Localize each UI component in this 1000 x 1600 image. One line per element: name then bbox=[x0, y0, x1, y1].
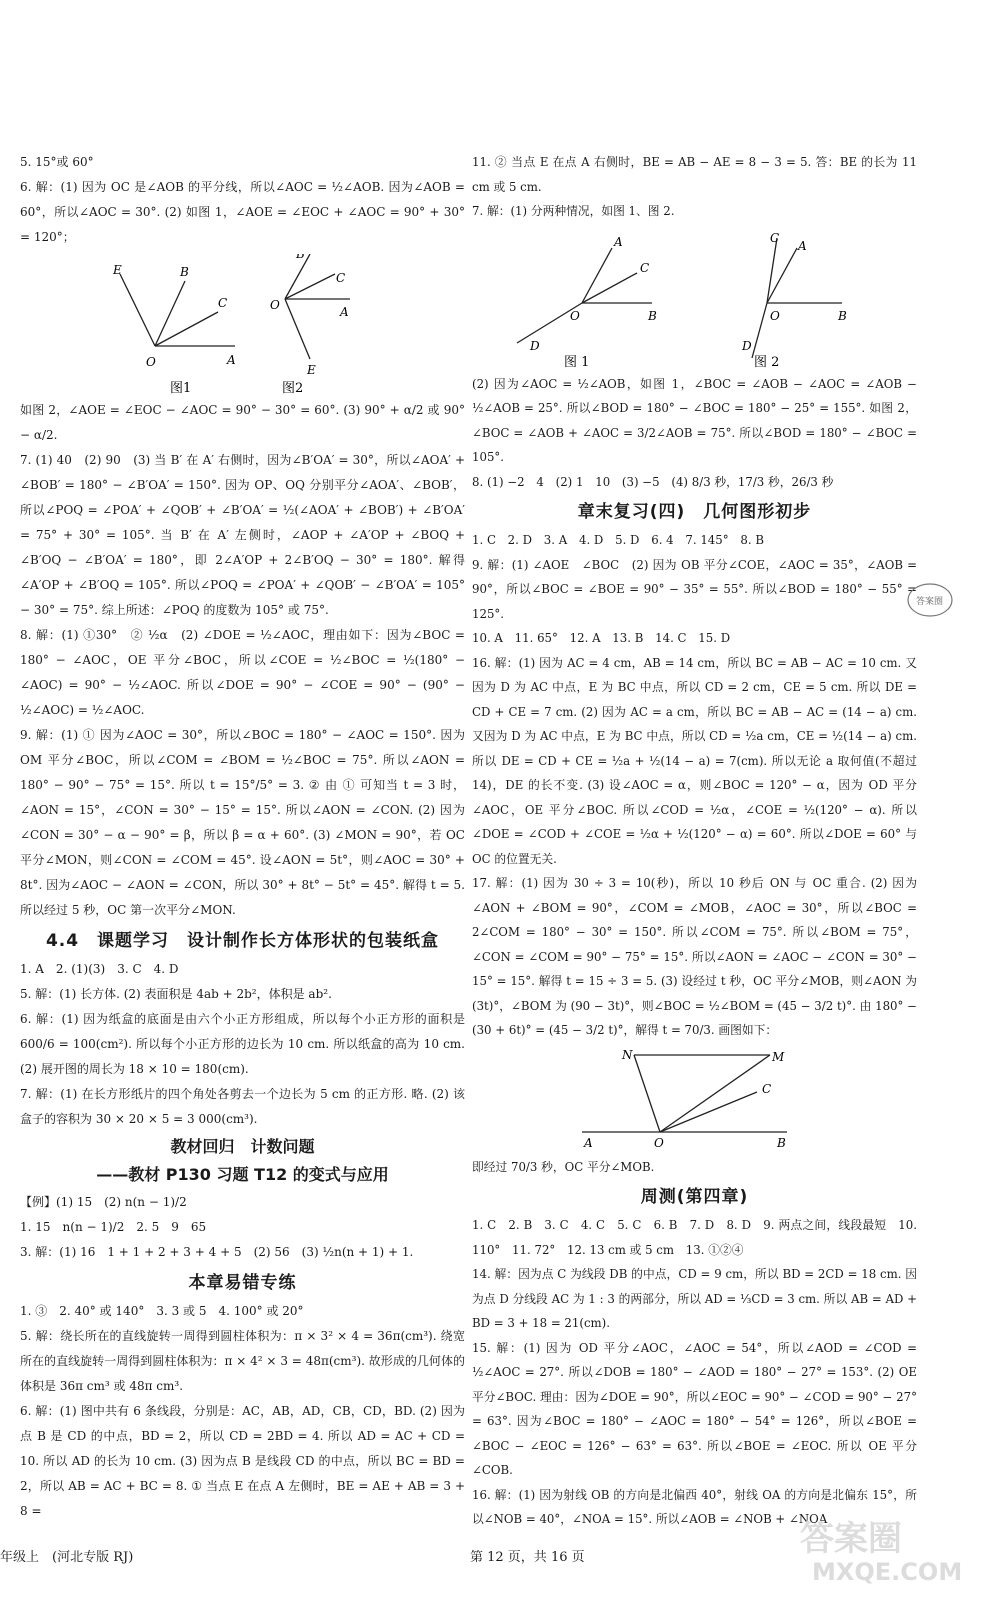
answer-paragraph: 如图 2，∠AOE = ∠EOC − ∠AOC = 90° − 30° = 60°. (3) 90° + α/2 或 90° − α/2. bbox=[20, 403, 465, 442]
section-heading: 本章易错专练 bbox=[188, 1273, 297, 1293]
answer-paragraph: 10. A 11. 65° 12. A 13. B 14. C 15. D bbox=[472, 631, 731, 645]
label-A: A bbox=[584, 1135, 593, 1150]
answer-paragraph: 即经过 70/3 秒，OC 平分∠MOB. bbox=[472, 1159, 655, 1174]
fig2-label-B: B bbox=[838, 308, 847, 323]
answer-paragraph: 9. 解：(1) ① 因为∠AOC = 30°，所以∠BOC = 180° − ∠AOC = 150°. 因为 OM 平分∠BOC，所以∠COM = ∠BOM = ½∠BOC = 75°. 所以∠AON = 180° − 90° − 75° = 15°. 所以 t = 15°/5° = 3. ② 由 ① 可知当 t = 3 时，∠AON = 15°，∠CON = 30° − 15° = 15°. 所以∠AON = ∠CON. (2) 因为∠CON = 30° − α − 90° = β，所以 β = α + 60°. (3) ∠MON = 90°，若 OC 平分∠MON，则∠CON = ∠COM = 45°. 设∠AON = 5t°，则∠AOC = 30° + 8t°. 因为∠AOC − ∠AON = ∠CON，所以 30° + 8t° − 5t° = 45°. 解得 t = 5. 所以经过 5 秒，OC 第一次平分∠MON. bbox=[20, 728, 465, 917]
answer-paragraph: 9. 解：(1) ∠AOE ∠BOC (2) 因为 OB 平分∠COE，∠AOC = 35°，∠AOB = 90°，所以∠BOC = ∠BOE = 90° − 35° = 55°. 所以∠BOD = 180° − 55° = 125°. bbox=[472, 557, 917, 621]
answer-paragraph: 7. 解：(1) 分两种情况，如图 1、图 2. bbox=[472, 204, 675, 218]
fig1-label-C: C bbox=[640, 260, 650, 275]
answer-paragraph: 16. 解：(1) 因为 AC = 4 cm，AB = 14 cm，所以 BC = AB − AC = 10 cm. 又因为 D 为 AC 中点，E 为 BC 中点，所以 CD = 2 cm，CE = 5 cm. 所以 DE = CD + CE = 7 cm. (2) 因为 AC = a cm，所以 BC = AB − AC = (14 − a) cm. 又因为 D 为 AC 中点，E 为 BC 中点，所以 CD = ½a cm，CE = ½(14 − a) cm. 所以 DE = CD + CE = ½a + ½(14 − a) = 7(cm). 所以无论 a 取何值(不超过 14)，DE 的长不变. (3) 设∠AOC = α，则∠BOC = 120° − α，因为 OD 平分∠AOC，OE 平分∠BOC. 所以∠COD = ½α，∠COE = ½(120° − α). 所以∠DOE = ∠COD + ∠COE = ½α + ½(120° − α) = 60°. 所以∠DOE = 60° 与 OC 的位置无关. bbox=[472, 655, 917, 866]
stamp-text: 答案圈 bbox=[916, 597, 944, 607]
answer-paragraph: 6. 解：(1) 因为 OC 是∠AOB 的平分线，所以∠AOC = ½∠AOB. 因为∠AOB = 60°，所以∠AOC = 30°. (2) 如图 1，∠AOE = ∠EOC + ∠AOC = 90° + 30° = 120°； bbox=[20, 180, 465, 244]
angle-diagram bbox=[20, 254, 465, 394]
answer-stamp bbox=[905, 580, 955, 620]
fig1-label-D: D bbox=[530, 338, 540, 353]
answer-paragraph: 6. 解：(1) 图中共有 6 条线段，分别是：AC，AB，AD，CB，CD，BD. (2) 因为点 B 是 CD 的中点，BD = 2，所以 CD = 2BD = 4. 所以 AD = AC + CD = 10. 所以 AD 的长为 10 cm. (3) 因为点 B 是线段 CD 的中点，所以 BC = BD = 2，所以 AB = AC + BC = 8. ① 当点 E 在点 A 左侧时，BE = AE + AB = 3 + 8 = bbox=[20, 1404, 465, 1518]
answer-paragraph: 1. C 2. D 3. A 4. D 5. D 6. 4 7. 145° 8. B bbox=[472, 533, 764, 547]
angle-diagram bbox=[472, 228, 917, 368]
fig2-label-A: A bbox=[340, 305, 349, 319]
watermark-url: MXQE.COM bbox=[812, 1558, 963, 1586]
fig1-label-A: A bbox=[614, 234, 623, 249]
answer-paragraph: 5. 解：绕长所在的直线旋转一周得到圆柱体积为：π × 3² × 4 = 36π(cm³). 绕宽所在的直线旋转一周得到圆柱体积为：π × 4² × 3 = 48π(cm³). 故形成的几何体的体积是 36π cm³ 或 48π cm³. bbox=[20, 1329, 465, 1393]
answer-paragraph: 16. 解：(1) 因为射线 OB 的方向是北偏西 40°，射线 OA 的方向是北偏东 15°，所以∠NOB = 40°，∠NOA = 15°. 所以∠AOB = ∠NOB + ∠NOA bbox=[472, 1487, 917, 1526]
footer-page-number: 第 12 页，共 16 页 bbox=[470, 1550, 585, 1565]
answer-paragraph: 14. 解：因为点 C 为线段 DB 的中点，CD = 9 cm，所以 BD = 2CD = 18 cm. 因为点 D 分线段 AC 为 1 : 3 的两部分，所以 AD = ⅓CD = 3 cm. 所以 AB = AD + BD = 3 + 18 = 21(cm). bbox=[472, 1267, 917, 1330]
left-column bbox=[20, 150, 465, 1524]
section-heading: ——教材 P130 习题 T12 的变式与应用 bbox=[96, 1165, 389, 1184]
label-N: N bbox=[622, 1047, 633, 1062]
fig2-label-B: B bbox=[296, 254, 305, 261]
watermark bbox=[790, 1508, 980, 1588]
footer-grade: 年级上 (河北专版 RJ) bbox=[0, 1550, 134, 1565]
figure-rays-mob bbox=[472, 1047, 917, 1151]
answer-paragraph: 1. 15 n(n − 1)/2 2. 5 9 65 bbox=[20, 1220, 207, 1234]
answer-paragraph: 1. C 2. B 3. C 4. C 5. C 6. B 7. D 8. D 9. 两点之间，线段最短 10. 110° 11. 72° 12. 13 cm 或 5 cm 13. ①②④ bbox=[472, 1218, 917, 1257]
answer-paragraph: 7. (1) 40 (2) 90 (3) 当 B′ 在 A′ 右侧时，因为∠B′OA′ = 30°，所以∠AOA′ + ∠BOB′ = 180° − ∠B′OA′ = 150°. 因为 OP、OQ 分别平分∠AOA′、∠BOB′，所以∠POQ = ∠POA′ + ∠QOB′ + ∠B′OA′ = ½(∠AOA′ + ∠BOB′) + ∠B′OA′ = 75° + 30° = 105°. 当 B′ 在 A′ 左侧时，∠AOP + ∠A′OP + ∠BOQ + ∠B′OQ − ∠B′OA′ = 180°，即 2∠A′OP + 2∠B′OQ − 30° = 180°. 解得 ∠A′OP + ∠B′OQ = 105°. 所以∠POQ = ∠POA′ + ∠QOB′ − ∠B′OA′ = 105° − 30° = 75°. 综上所述：∠POQ 的度数为 105° 或 75°. bbox=[20, 453, 465, 617]
fig2-label-D: D bbox=[742, 338, 752, 353]
answer-paragraph: 【例】(1) 15 (2) n(n − 1)/2 bbox=[20, 1195, 187, 1209]
fig1-label-C: C bbox=[218, 296, 228, 310]
answer-paragraph: 7. 解：(1) 在长方形纸片的四个角处各剪去一个边长为 5 cm 的正方形. 略. (2) 该盒子的容积为 30 × 20 × 5 = 3 000(cm³). bbox=[20, 1087, 465, 1126]
answer-paragraph: 6. 解：(1) 因为纸盒的底面是由六个小正方形组成，所以每个小正方形的面积是 600/6 = 100(cm²). 所以每个小正方形的边长为 10 cm. 所以纸盒的高为 10 cm. (2) 展开图的周长为 18 × 10 = 180(cm). bbox=[20, 1012, 465, 1076]
right-column bbox=[472, 150, 917, 1532]
answer-paragraph: 5. 解：(1) 长方体. (2) 表面积是 4ab + 2b²，体积是 ab². bbox=[20, 987, 332, 1001]
diagram-1 bbox=[120, 274, 235, 346]
fig1-label-O: O bbox=[146, 355, 156, 369]
fig1-caption: 图 1 bbox=[564, 354, 590, 368]
fig1-label-E: E bbox=[113, 263, 122, 277]
fig2-label-A: A bbox=[798, 238, 807, 253]
diagram-1 bbox=[517, 248, 652, 343]
answer-paragraph: 3. 解：(1) 16 1 + 1 + 2 + 3 + 4 + 5 (2) 56 (3) ½n(n + 1) + 1. bbox=[20, 1245, 414, 1259]
label-C: C bbox=[762, 1081, 772, 1096]
section-heading: 周测(第四章) bbox=[640, 1187, 749, 1207]
answer-paragraph: 15. 解：(1) 因为 OD 平分∠AOC，∠AOC = 54°，所以∠AOD = ∠COD = ½∠AOC = 27°. 所以∠DOB = 180° − ∠AOD = 180° − 27° = 153°. (2) OE 平分∠BOC. 理由：因为∠DOE = 90°，所以∠EOC = 90° − ∠COD = 90° − 27° = 63°. 因为∠BOC = 180° − ∠AOC = 180° − 54° = 126°，所以∠BOE = ∠BOC − ∠EOC = 126° − 63° = 63°. 所以∠BOE = ∠EOC. 所以 OE 平分∠COB. bbox=[472, 1340, 917, 1477]
section-heading: 章末复习(四) 几何图形初步 bbox=[577, 502, 812, 522]
fig1-caption: 图1 bbox=[170, 381, 192, 394]
fig2-label-C: C bbox=[336, 271, 346, 285]
fig2-label-E: E bbox=[307, 363, 316, 377]
answer-paragraph: 17. 解：(1) 因为 30 ÷ 3 = 10(秒)，所以 10 秒后 ON 与 OC 重合. (2) 因为∠AON + ∠BOM = 90°，∠COM = ∠MOB，∠AOC = 30°，所以∠BOC = 2∠COM = 180° − 30° = 150°. 所以∠COM = 75°. 所以∠BOM = 75°，∠CON = ∠COM = 90° − 75° = 15°. 所以∠AON = ∠AOC − ∠CON = 30° − 15° = 15°. 解得 t = 15 ÷ 3 = 5. (3) 设经过 t 秒，OC 平分∠MOB，则∠AON 为 (3t)°，∠BOM 为 (90 − 3t)°，则∠BOC = ½∠BOM = (45 − 3/2 t)°. 由 180° − (30 + 6t)° = (45 − 3/2 t)°，解得 t = 70/3. 画图如下： bbox=[472, 876, 917, 1037]
label-M: M bbox=[772, 1049, 785, 1064]
answer-paragraph: 11. ② 当点 E 在点 A 右侧时，BE = AB − AE = 8 − 3 = 5. 答：BE 的长为 11 cm 或 5 cm. bbox=[472, 155, 917, 194]
fig2-label-O: O bbox=[270, 298, 280, 312]
answer-paragraph: 5. 15°或 60° bbox=[20, 155, 94, 169]
fig2-label-O: O bbox=[770, 308, 780, 323]
fig2-caption: 图 2 bbox=[754, 354, 780, 368]
fig1-label-B: B bbox=[180, 265, 189, 279]
answer-paragraph: (2) 因为∠AOC = ½∠AOB，如图 1，∠BOC = ∠AOB − ∠AOC = ∠AOB − ½∠AOB = 25°. 所以∠BOD = 180° − ∠BOC = 180° − 25° = 155°. 如图 2，∠BOC = ∠AOB + ∠AOC = 3/2∠AOB = 75°. 所以∠BOD = 180° − ∠BOC = 105°. bbox=[472, 376, 917, 464]
label-B: B bbox=[777, 1135, 786, 1150]
answer-paragraph: 8. 解：(1) ①30° ② ½α (2) ∠DOE = ½∠AOC，理由如下：因为∠BOC = 180° − ∠AOC，OE 平分∠BOC，所以∠COE = ½∠BOC = ½(180° − ∠AOC) = 90° − ½∠AOC. 所以∠DOE = 90° − ∠COE = 90° − (90° − ½∠AOC) = ½∠AOC. bbox=[20, 628, 465, 717]
fig1-label-A: A bbox=[227, 353, 236, 367]
figure-angles-left bbox=[20, 254, 465, 394]
answer-paragraph: 1. A 2. (1)(3) 3. C 4. D bbox=[20, 962, 179, 976]
fig2-label-C: C bbox=[770, 230, 780, 245]
section-heading: 教材回归 计数问题 bbox=[170, 1137, 315, 1156]
fig1-label-O: O bbox=[570, 308, 580, 323]
fig2-caption: 图2 bbox=[282, 381, 304, 394]
label-O: O bbox=[654, 1135, 664, 1150]
watermark-logo: 答案圈 bbox=[800, 1519, 902, 1559]
answer-paragraph: 8. (1) −2 4 (2) 1 10 (3) −5 (4) 8/3 秒，17/3 秒，26/3 秒 bbox=[472, 474, 834, 489]
section-heading: 4.4 课题学习 设计制作长方体形状的包装纸盒 bbox=[45, 931, 440, 951]
answer-paragraph: 1. ③ 2. 40° 或 140° 3. 3 或 5 4. 100° 或 20° bbox=[20, 1304, 304, 1318]
fig1-label-B: B bbox=[648, 308, 657, 323]
figure-angles-right bbox=[472, 228, 917, 368]
diagram-2 bbox=[752, 238, 842, 358]
ray-diagram bbox=[472, 1047, 917, 1151]
